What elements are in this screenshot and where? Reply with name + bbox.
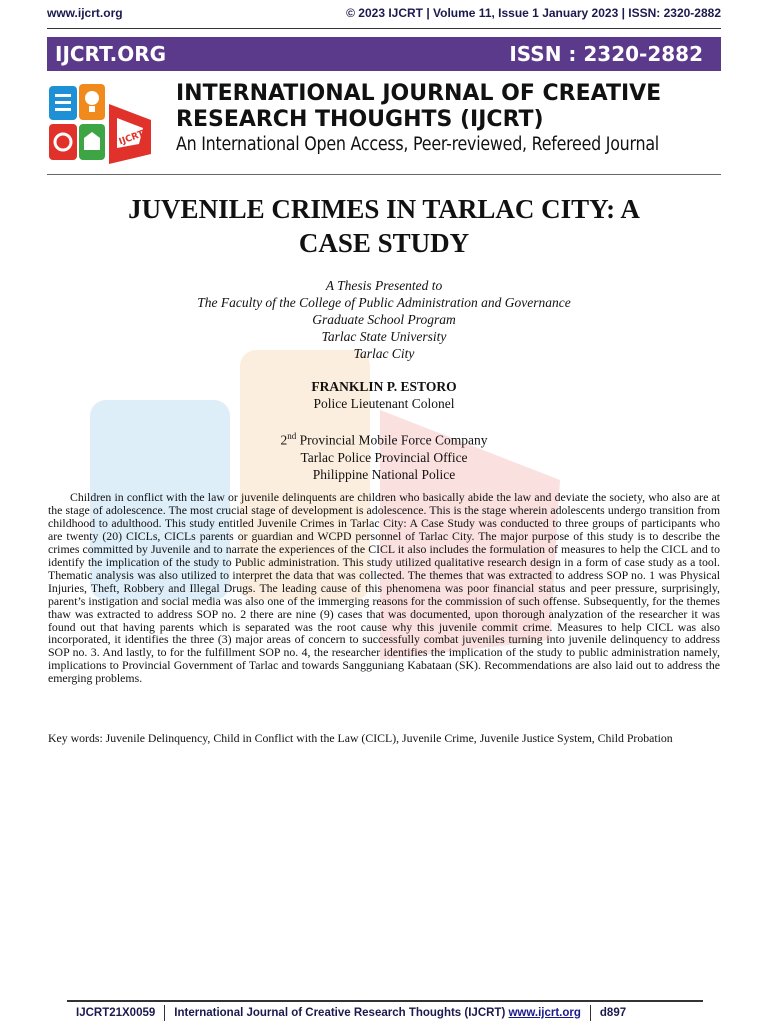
journal-title-line1: INTERNATIONAL JOURNAL OF CREATIVE — [176, 81, 662, 106]
footer-journal-name: International Journal of Creative Research Thoughts (IJCRT) — [174, 1007, 506, 1019]
footer-journal — [165, 1005, 591, 1021]
author-name: FRANKLIN P. ESTORO — [311, 379, 457, 394]
header-divider — [47, 28, 721, 29]
author-rank: Police Lieutenant Colonel — [313, 396, 455, 411]
logo-label: IJCRT — [117, 129, 146, 148]
abstract-paragraph: Children in conflict with the law or juvenile delinquents are children who basically abide the law and deviate the society, who also are at the stage of adolescence. The most crucial stage of development is adolescence. This is the stage wherein adolescents undergo transition from childhood to adulthood. This study entitled Juvenile Crimes in Tarlac City: A Case Study was conducted to three groups of participants who are twenty (20) CICLs, CICLs parents or guardian and WCPD personnel of Tarlac City. The major purpose of this study is to describe the crimes committed by Juvenile and to narrate the experiences of the CICL it also includes the formulation of measures to help the CICL and to identify the implication of the study to Public administration. This study utilized qualitative research design in a form of case study as a tool. Thematic analysis was also utilized to interpret the data that was collected. The themes that was extracted to address SOP no. 1 was Physical Injuries, Theft, Robbery and Illegal Drugs. The leading cause of this phenomena was poor financial status and peer pressure, surprisingly, parent’s instigation and social media was also one of the immerging reasons for the commission of such offense. Subsequently, for the themes thaw was extracted to address SOP no. 2 there are nine (9) cases that was documented, upon thorough analyzation of the researcher it was found out that having parents which is separated was the root cause why this juvenile commit crime. Measures to help CICL was also incorporated, it identifies the three (3) major areas of concern to successfully combat juveniles turning into juvenile delinquency to address SOP no. 3. And lastly, to for the fulfillment SOP no. 4, the researcher identifies the implication of the study to public administration namely, implications to Provincial Government of Tarlac and towards Sangguniang Kabataan (SK). Recommendations are also laid out to address the emerging problems. — [48, 490, 720, 686]
ijcrt-logo-icon — [47, 80, 165, 166]
journal-title — [176, 81, 661, 133]
abstract — [48, 491, 720, 685]
site-url[interactable]: www.ijcrt.org — [47, 6, 123, 20]
affiliation-ordinal-suffix: nd — [287, 431, 297, 441]
keywords: Key words: Juvenile Delinquency, Child in Conflict with the Law (CICL), Juvenile Crime, Juvenile Justice System, Child Probation — [48, 731, 673, 745]
banner-issn: ISSN : 2320-2882 — [509, 42, 703, 66]
thesis-line: Tarlac City — [353, 346, 415, 361]
paper-title-line1: JUVENILE CRIMES IN TARLAC CITY: A — [128, 194, 640, 224]
journal-title-line2: RESEARCH THOUGHTS (IJCRT) — [176, 107, 544, 132]
affiliation-block — [60, 428, 708, 483]
paper-id: IJCRT21X0059 — [67, 1005, 165, 1021]
journal-banner — [47, 37, 721, 71]
paper-title-line2: CASE STUDY — [298, 228, 470, 258]
thesis-line: The Faculty of the College of Public Administration and Governance — [197, 295, 571, 310]
journal-subtitle: An International Open Access, Peer-reviewed, Refereed Journal — [176, 134, 659, 155]
affiliation-unit: Provincial Mobile Force Company — [296, 432, 488, 448]
banner-site: IJCRT.ORG — [55, 42, 167, 66]
page-number: d897 — [599, 1007, 627, 1019]
affiliation-line1 — [60, 428, 708, 449]
thesis-line: Graduate School Program — [312, 312, 456, 327]
affiliation-line3: Philippine National Police — [312, 466, 456, 482]
thesis-statement — [60, 277, 708, 362]
affiliation-line2: Tarlac Police Provincial Office — [300, 449, 468, 465]
author-block — [60, 378, 708, 412]
footer-url[interactable]: www.ijcrt.org — [508, 1007, 581, 1019]
paper-title — [60, 192, 708, 260]
masthead-divider — [47, 174, 721, 175]
affiliation-ordinal: 2 — [280, 432, 288, 448]
thesis-line: A Thesis Presented to — [325, 278, 443, 293]
running-header — [47, 6, 721, 24]
page-footer — [67, 1000, 703, 1024]
citation-line: © 2023 IJCRT | Volume 11, Issue 1 January 2023 | ISSN: 2320-2882 — [346, 6, 721, 20]
thesis-line: Tarlac State University — [321, 329, 447, 344]
